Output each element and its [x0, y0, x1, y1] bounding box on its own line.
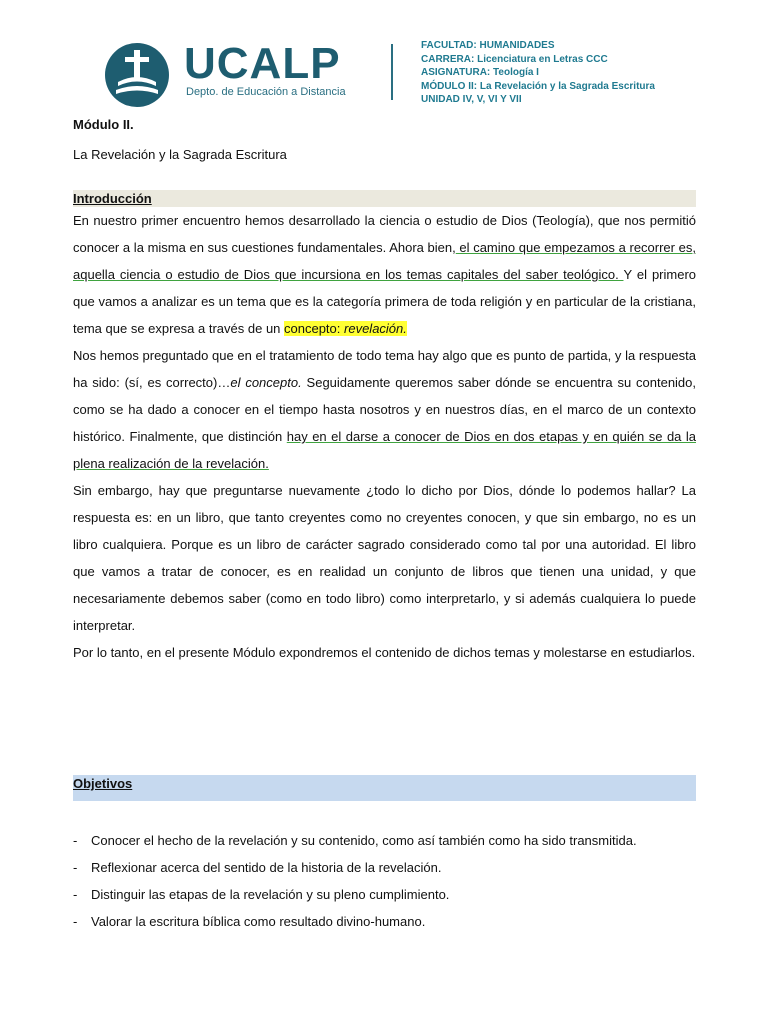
- intro-p2-text-a: Nos hemos preguntado que en el tratamiento de todo tema hay algo que es punto de partida, y la respuesta ha sido: (sí, es correcto)…: [73, 348, 696, 390]
- intro-p1-underlined: el camino que empezamos a recorrer es, aquella ciencia o estudio de Dios que incursiona en los temas capitales del saber teológico.: [73, 240, 696, 282]
- objectives-heading: [73, 775, 696, 801]
- header-divider: [391, 44, 393, 100]
- list-dash: -: [73, 887, 78, 902]
- document-header: [0, 0, 768, 112]
- list-item: [73, 881, 696, 908]
- intro-heading-label: Introducción: [73, 191, 152, 206]
- list-dash: -: [73, 833, 78, 848]
- faculty-line: FACULTAD: HUMANIDADES: [421, 40, 555, 51]
- logo-subtitle: Depto. de Educación a Distancia: [186, 86, 346, 98]
- objective-text: Distinguir las etapas de la revelación y su pleno cumplimiento.: [91, 887, 450, 902]
- objective-text: Reflexionar acerca del sentido de la historia de la revelación.: [91, 860, 442, 875]
- list-dash: -: [73, 914, 78, 929]
- ucalp-emblem-icon: [104, 42, 170, 108]
- intro-paragraph-1: [73, 207, 696, 342]
- intro-p2-text-b: Seguidamente queremos saber dónde se encuentra su contenido, como se ha dado a conocer en el tiempo hasta nosotros y en nuestros días, en el marco de un contexto histórico. Finalmente, que distinción: [73, 375, 697, 444]
- objective-text: Valorar la escritura bíblica como resultado divino-humano.: [91, 914, 426, 929]
- intro-p1-highlight: [284, 321, 407, 336]
- module-line: MÓDULO II: La Revelación y la Sagrada Escritura: [421, 80, 655, 92]
- objectives-heading-label: Objetivos: [73, 776, 133, 791]
- intro-p1-highlight-word: concepto:: [284, 321, 341, 336]
- list-item: [73, 908, 696, 935]
- intro-paragraph-4: Por lo tanto, en el presente Módulo expondremos el contenido de dichos temas y molestarse en estudiarlos.: [73, 645, 696, 660]
- list-dash: -: [73, 860, 78, 875]
- intro-p1-text-a: En nuestro primer encuentro hemos desarrollado la ciencia o estudio de Dios (Teología), que nos permitió conocer a la misma en sus cuestiones fundamentales. Ahora bien,: [73, 213, 696, 255]
- module-subtitle: La Revelación y la Sagrada Escritura: [73, 147, 287, 162]
- list-item: [73, 827, 696, 854]
- intro-heading: [73, 190, 696, 207]
- main-content: [73, 116, 696, 666]
- intro-p2-emphasis: el concepto.: [230, 375, 302, 390]
- intro-p1-highlight-term: revelación.: [344, 321, 407, 336]
- objective-text: Conocer el hecho de la revelación y su contenido, como así también como ha sido transmitida.: [91, 833, 637, 848]
- career-line: CARRERA: Licenciatura en Letras CCC: [421, 53, 608, 65]
- course-info: [421, 39, 655, 107]
- list-item: [73, 854, 696, 881]
- unit-line: UNIDAD IV, V, VI Y VII: [421, 94, 522, 105]
- objectives-list: [73, 827, 696, 935]
- intro-paragraph-2: [73, 342, 696, 477]
- intro-p1-text-b: Y el primero que vamos a analizar es un tema que es la categoría primera de toda religión y en particular de la cristiana, tema que se expresa a través de un: [73, 267, 697, 336]
- module-title: Módulo II.: [73, 117, 134, 132]
- intro-p2-underlined: hay en el darse a conocer de Dios en dos etapas y en quién se da la plena realización de la revelación.: [73, 429, 696, 471]
- objectives-section: [73, 775, 696, 935]
- intro-paragraph-3: Sin embargo, hay que preguntarse nuevamente ¿todo lo dicho por Dios, dónde lo podemos hallar? La respuesta es: en un libro, que tanto creyentes como no creyentes conocen, y que sin embargo, no es un libro cualquiera. Porque es un libro de carácter sagrado considerado como tal por una autoridad. El libro que vamos a tratar de conocer, es en realidad un conjunto de libros que tienen una unidad, y que necesariamente debemos saber (como en todo libro) como interpretarlo, y si además cualquiera lo puede interpretar.: [73, 483, 696, 633]
- logo-wordmark: UCALP: [184, 39, 341, 88]
- subject-line: ASIGNATURA: Teología I: [421, 67, 539, 78]
